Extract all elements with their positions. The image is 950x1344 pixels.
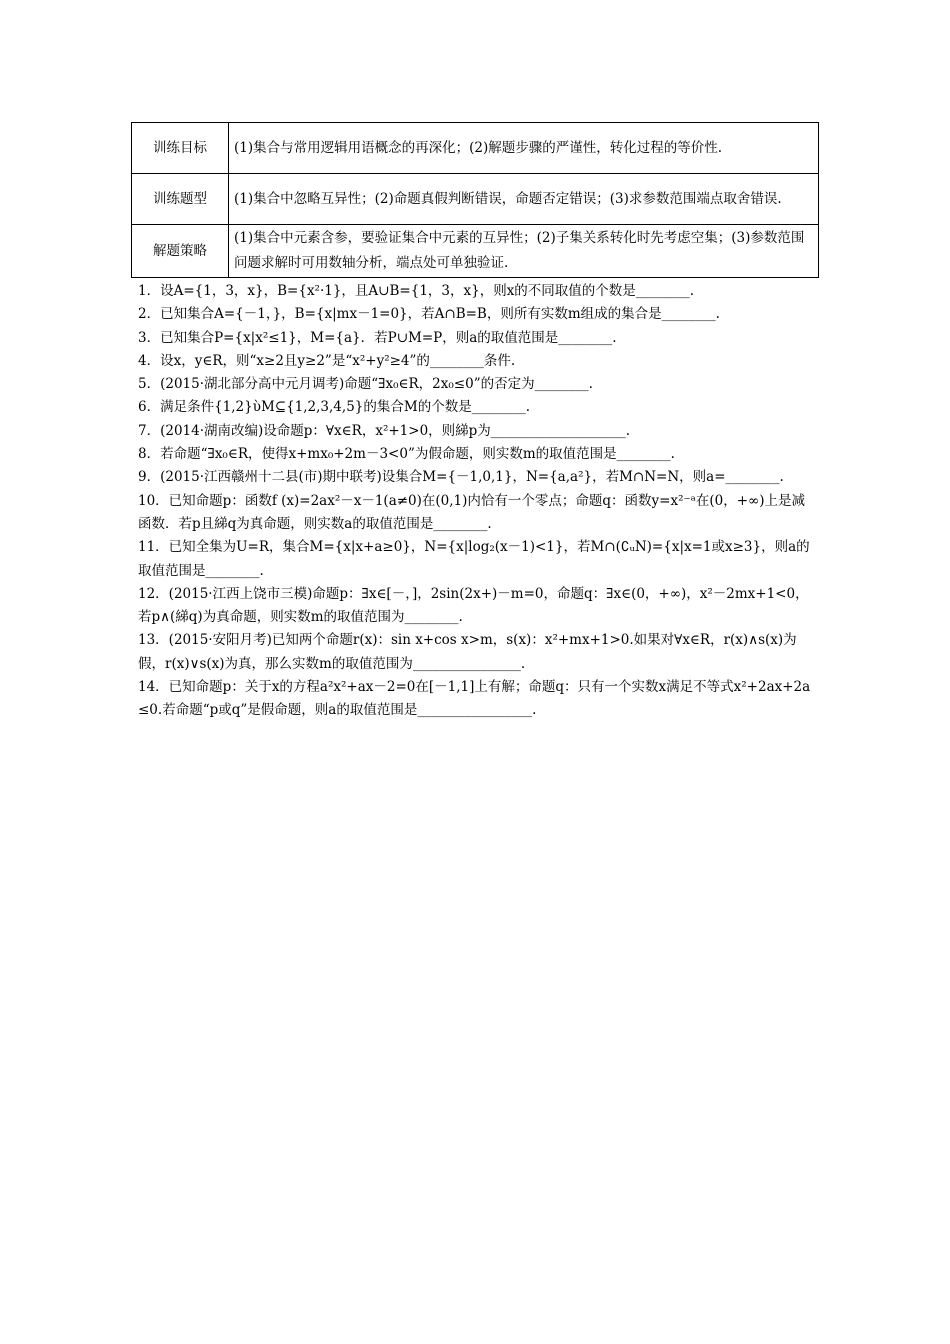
question-list	[138, 280, 816, 723]
question-9: 9．(2015·江西赣州十二县(市)期中联考)设集合M={－1,0,1}，N={a,a²}，若M∩N=N，则a=________.	[138, 469, 784, 486]
row-label: 训练目标	[132, 123, 229, 174]
question-12: 12．(2015·江西上饶市三模)命题p：∃x∈[－，]，2sin(2x+)－m=0，命题q：∃x∈(0，+∞)，x²－2mx+1<0，若p∧(綈q)为真命题，则实数m的取值范围为________.	[138, 585, 809, 626]
question-14: 14．已知命题p：关于x的方程a²x²+ax－2=0在[－1,1]上有解；命题q：只有一个实数x满足不等式x²+2ax+2a≤0.若命题“p或q”是假命题，则a的取值范围是_________________.	[138, 679, 811, 719]
question-8: 8．若命题“∃x₀∈R，使得x+mx₀+2m－3<0”为假命题，则实数m的取值范围是________.	[138, 446, 675, 463]
question-2: 2．已知集合A={－1，}，B={x|mx－1=0}，若A∩B=B，则所有实数m组成的集合是________.	[138, 306, 720, 323]
question-1: 1．设A={1，3，x}，B={x²·1}，且A∪B={1，3，x}，则x的不同取值的个数是________.	[138, 283, 695, 299]
row-content: (1)集合中忽略互异性；(2)命题真假判断错误，命题否定错误；(3)求参数范围端点取舍错误.	[229, 174, 819, 225]
question-4: 4．设x，y∈R，则“x≥2且y≥2”是“x²+y²≥4”的________条件.	[138, 352, 516, 369]
question-10: 10．已知命题p：函数f (x)=2ax²－x－1(a≠0)在(0,1)内恰有一个零点；命题q：函数y=x²⁻ᵃ在(0，+∞)上是减函数．若p且綈q为真命题，则实数a的取值范围是________.	[138, 492, 806, 532]
row-content: (1)集合中元素含参，要验证集合中元素的互异性；(2)子集关系转化时先考虑空集；(3)参数范围问题求解时可用数轴分析，端点处可单独验证.	[229, 225, 819, 278]
question-6: 6．满足条件{1,2}ὺM⊆{1,2,3,4,5}的集合M的个数是________.	[138, 399, 530, 416]
table-row	[132, 123, 819, 174]
question-11: 11．已知全集为U=R，集合M={x|x+a≥0}，N={x|log₂(x－1)<1}，若M∩(∁ᵤN)={x|x=1或x≥3}，则a的取值范围是________.	[138, 539, 810, 579]
question-13: 13．(2015·安阳月考)已知两个命题r(x)：sin x+cos x>m，s(x)：x²+mx+1>0.如果对∀x∈R，r(x)∧s(x)为假，r(x)∨s(x)为真，那么实数m的取值范围为________________.	[138, 632, 797, 672]
question-3: 3．已知集合P={x|x²≤1}，M={a}．若P∪M=P，则a的取值范围是________.	[138, 329, 617, 346]
table-row	[132, 225, 819, 278]
row-label: 训练题型	[132, 174, 229, 225]
row-label: 解题策略	[132, 225, 229, 278]
training-info-table	[131, 122, 819, 278]
question-5: 5．(2015·湖北部分高中元月调考)命题“∃x₀∈R，2x₀≤0”的否定为________.	[138, 376, 593, 393]
table-row	[132, 174, 819, 225]
question-7: 7．(2014·湖南改编)设命题p：∀x∈R，x²+1>0，则綈p为____________________.	[138, 422, 631, 439]
row-content: (1)集合与常用逻辑用语概念的再深化；(2)解题步骤的严谨性，转化过程的等价性.	[229, 123, 819, 174]
